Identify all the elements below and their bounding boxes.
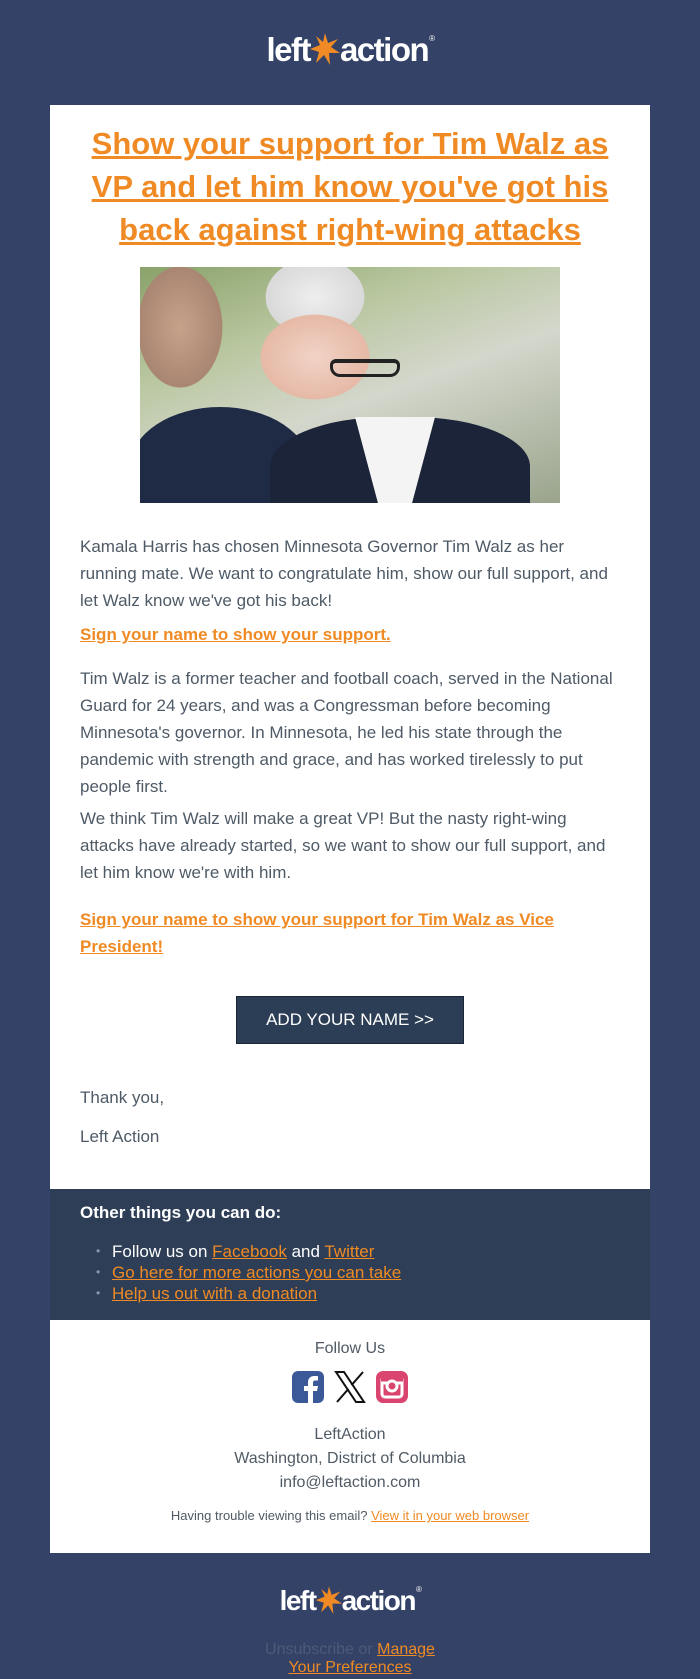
org-location: Washington, District of Columbia: [234, 1450, 466, 1467]
list-item-actions: [112, 1262, 401, 1283]
follow-us-label: Follow Us: [314, 1340, 386, 1357]
view-in-browser-link[interactable]: View it in your web browser: [371, 1508, 530, 1523]
add-your-name-button[interactable]: ADD YOUR NAME >>: [236, 996, 464, 1044]
email-footer: [50, 1320, 650, 1553]
trouble-text: Having trouble viewing this email?: [170, 1508, 372, 1523]
registered-mark: ®: [416, 1585, 421, 1594]
and-text: and: [286, 1242, 325, 1261]
more-actions-link[interactable]: Go here for more actions you can take: [112, 1263, 402, 1282]
paragraph-bio: Tim Walz is a former teacher and football coach, served in the National Guard for 24 years, and was a Congressman before becoming Minnesota's governor. In Minnesota, he led his state through the pandemic with strength and grace, and has worked tirelessly to put people first.: [80, 669, 613, 796]
unsubscribe-footer: [0, 1641, 700, 1677]
other-actions-section: [50, 1189, 650, 1320]
facebook-icon[interactable]: [292, 1371, 324, 1403]
paragraph-attacks: We think Tim Walz will make a great VP! But the nasty right-wing attacks have already started, so we want to show our full support, and let him know we're with him.: [80, 809, 606, 882]
leftaction-logo-bottom[interactable]: [0, 1581, 700, 1621]
unsubscribe-link[interactable]: Unsubscribe: [265, 1641, 354, 1658]
signoff-text: Thank you,: [80, 1088, 165, 1107]
leftaction-logo-top[interactable]: [0, 30, 700, 70]
social-icons: [292, 1371, 408, 1405]
registered-mark: ®: [429, 34, 434, 43]
follow-prefix-text: Follow us on: [112, 1242, 213, 1261]
donation-link[interactable]: Help us out with a donation: [112, 1284, 318, 1303]
org-email[interactable]: info@leftaction.com: [279, 1474, 421, 1491]
photo-glasses: [330, 359, 400, 377]
tim-walz-photo[interactable]: [140, 267, 560, 503]
logo-text-right: action: [341, 1585, 416, 1616]
email-card: [50, 105, 650, 1189]
other-actions-heading: Other things you can do:: [80, 1203, 282, 1222]
other-actions-list: [80, 1241, 401, 1304]
starburst-icon: [316, 1586, 342, 1616]
logo-text-right: action: [339, 31, 429, 68]
twitter-link[interactable]: Twitter: [324, 1242, 375, 1261]
facebook-link[interactable]: Facebook: [212, 1242, 287, 1261]
logo-text-left: left: [266, 31, 310, 68]
starburst-icon: [310, 33, 340, 67]
headline-link[interactable]: Show your support for Tim Walz as VP and let him know you've got his back against right-wing attacks: [91, 126, 609, 247]
list-item-follow: [112, 1241, 401, 1262]
paragraph-intro: Kamala Harris has chosen Minnesota Governor Tim Walz as her running mate. We want to congratulate him, show our full support, and let Walz know we've got his back!: [80, 537, 608, 610]
or-text: or: [353, 1641, 378, 1658]
list-item-donate: [112, 1283, 401, 1304]
signature-text: Left Action: [80, 1127, 160, 1146]
manage-link[interactable]: Manage: [377, 1641, 435, 1658]
preferences-link[interactable]: Your Preferences: [288, 1659, 412, 1676]
sign-support-link[interactable]: Sign your name to show your support.: [80, 625, 391, 644]
x-icon[interactable]: [334, 1371, 366, 1403]
org-name: LeftAction: [314, 1426, 386, 1443]
sign-vp-support-link[interactable]: Sign your name to show your support for Tim Walz as Vice President!: [80, 910, 554, 956]
view-browser-line: [50, 1508, 650, 1523]
instagram-icon[interactable]: [376, 1371, 408, 1403]
logo-text-left: left: [279, 1585, 316, 1616]
